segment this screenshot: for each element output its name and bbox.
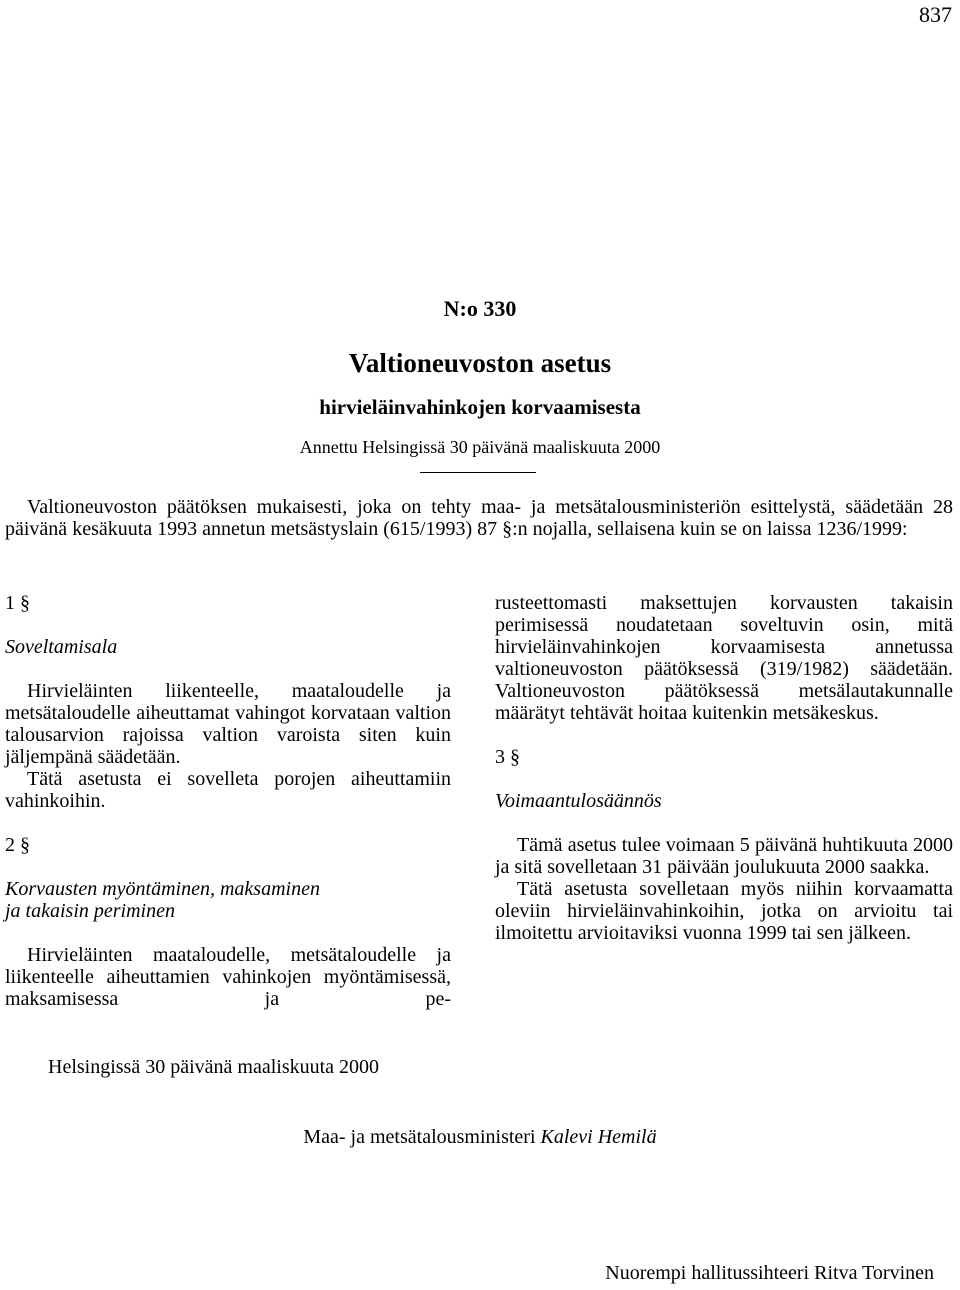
section-3-paragraph-1: Tämä asetus tulee voimaan 5 päivänä huhtikuuta 2000 ja sitä sovelletaan 31 päivään joulukuuta 2000 saakka. xyxy=(495,834,953,878)
minister-name: Kalevi Hemilä xyxy=(540,1126,657,1148)
section-1-heading: Soveltamisala xyxy=(5,636,118,658)
title-divider xyxy=(420,472,536,473)
document-subtitle: hirvieläinvahinkojen korvaamisesta xyxy=(319,395,641,419)
document-title: Valtioneuvoston asetus xyxy=(348,348,612,378)
issue-date: Annettu Helsingissä 30 päivänä maaliskuuta 2000 xyxy=(299,437,661,457)
document-number: N:o 330 xyxy=(443,296,517,321)
section-2-paragraph-1-start: Hirvieläinten maataloudelle, metsätaloudelle ja liikenteelle aiheuttamien vahinkojen myöntämisessä, maksamisessa ja pe- xyxy=(5,944,451,1010)
secretary-signature: Nuorempi hallitussihteeri Ritva Torvinen xyxy=(605,1262,934,1284)
signing-place-date: Helsingissä 30 päivänä maaliskuuta 2000 xyxy=(48,1056,380,1078)
minister-title: Maa- ja metsätalousministeri xyxy=(303,1126,536,1148)
preamble xyxy=(5,496,953,540)
preamble-text: Valtioneuvoston päätöksen mukaisesti, joka on tehty maa- ja metsätalousministeriön esittelystä, säädetään 28 päivänä kesäkuuta 1993 annetun metsästyslain (615/1993) 87 §:n nojalla, sellaisena kuin se on laissa 1236/1999: xyxy=(5,496,953,540)
section-2-number: 2 § xyxy=(5,834,30,856)
section-2-heading-line-2: ja takaisin periminen xyxy=(5,900,175,922)
section-2-paragraph-1-end: rusteettomasti maksettujen korvausten takaisin perimisessä noudatetaan soveltuvin osin, mitä hirvieläinvahinkojen korvaamisesta annetussa valtioneuvoston päätöksessä (319/1982) säädetään. Valtioneuvoston päätöksessä metsälautakunnalle määrätyt tehtävät hoitaa kuitenkin metsäkeskus. xyxy=(495,592,953,724)
section-1-paragraph-1: Hirvieläinten liikenteelle, maataloudelle ja metsätaloudelle aiheuttamat vahingot korvataan valtion talousarvion rajoissa valtion varoista siten kuin jäljempänä säädetään. xyxy=(5,680,451,768)
page-number: 837 xyxy=(919,2,952,27)
section-3-paragraph-2: Tätä asetusta sovelletaan myös niihin korvaamatta oleviin hirvieläinvahinkoihin, jotka on arvioitu tai ilmoitettu arvioitaviksi vuonna 1999 tai sen jälkeen. xyxy=(495,878,953,944)
left-column xyxy=(5,592,451,1010)
section-3-number: 3 § xyxy=(495,746,520,768)
section-1-number: 1 § xyxy=(5,592,30,614)
section-1-paragraph-2: Tätä asetusta ei sovelleta porojen aiheuttamiin vahinkoihin. xyxy=(5,768,451,812)
right-column xyxy=(495,592,953,944)
minister-signature xyxy=(0,1126,960,1149)
section-3-heading: Voimaantulosäännös xyxy=(495,790,662,812)
section-2-heading-line-1: Korvausten myöntäminen, maksaminen xyxy=(5,878,320,900)
